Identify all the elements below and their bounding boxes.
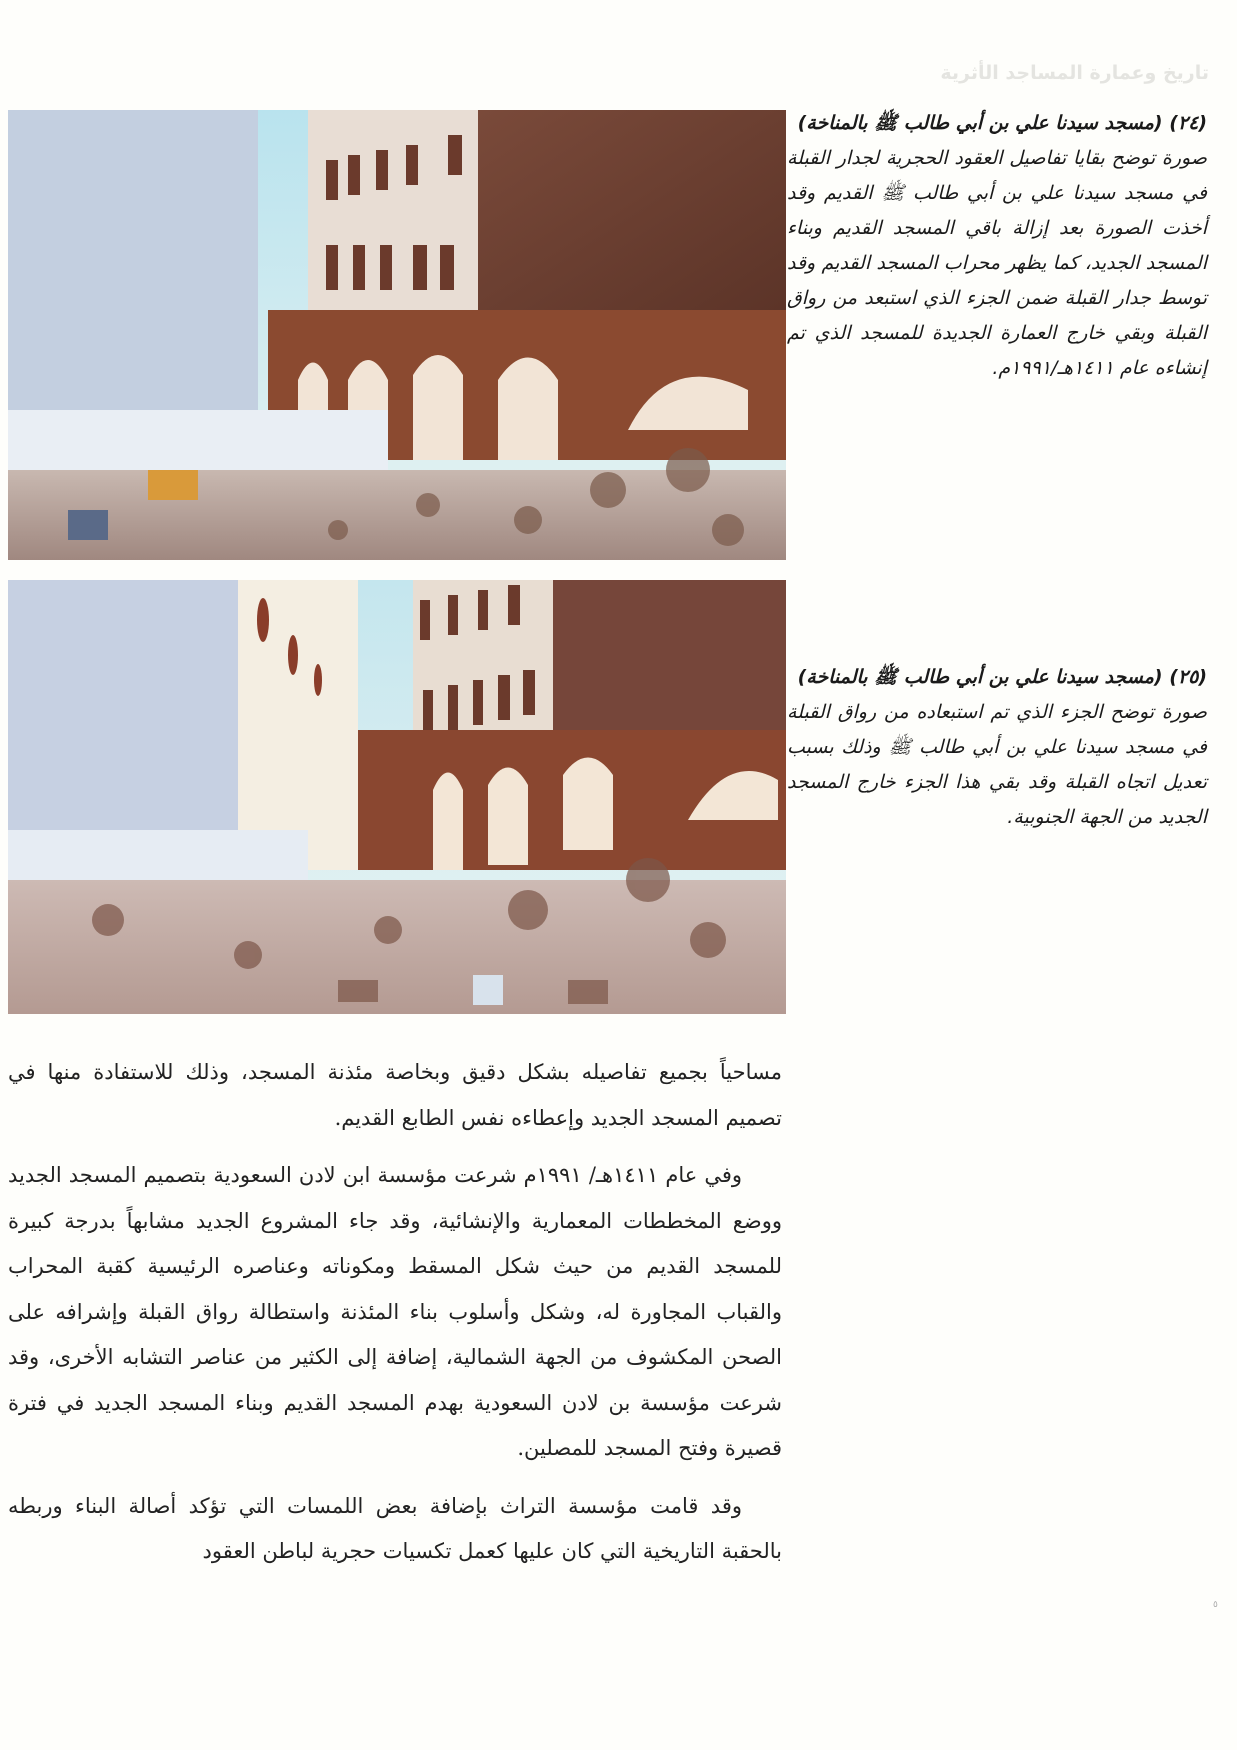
page-marker: ٥ [1213, 1600, 1218, 1610]
figure-25-caption [787, 660, 1207, 835]
figure-title: (مسجد سيدنا علي بن أبي طالب ﷺ بالمناخة) [797, 666, 1163, 688]
mosque-ruins-photo-2 [8, 580, 786, 1014]
figure-24-caption [787, 106, 1207, 386]
figure-number: (٢٥) [1169, 666, 1207, 688]
paragraph: وقد قامت مؤسسة التراث بإضافة بعض اللمسات التي تؤكد أصالة البناء وربطه بالحقبة التاريخية التي كان عليها كعمل تكسيات حجرية لباطن العقود [8, 1493, 782, 1563]
figure-number: (٢٤) [1169, 112, 1207, 134]
paragraph: مساحياً بجميع تفاصيله بشكل دقيق وبخاصة مئذنة المسجد، وذلك للاستفادة منها في تصميم المسجد الجديد وإعطاءه نفس الطابع القديم. [8, 1060, 782, 1130]
figure-caption-text: صورة توضح الجزء الذي تم استبعاده من رواق القبلة في مسجد سيدنا علي بن أبي طالب ﷺ وذلك بسبب تعديل اتجاه القبلة وقد بقي هذا الجزء خارج المسجد الجديد من الجهة الجنوبية. [787, 701, 1207, 828]
mosque-ruins-photo-1 [8, 110, 786, 560]
body-text [8, 1050, 782, 1587]
paragraph: وفي عام ١٤١١هـ/ ١٩٩١م شرعت مؤسسة ابن لادن السعودية بتصميم المسجد الجديد ووضع المخططات المعمارية والإنشائية، وقد جاء المشروع الجديد مشابهاً بدرجة كبيرة للمسجد القديم من حيث شكل المسقط ومكوناته وعناصره الرئيسية كقبة المحراب والقباب المجاورة له، وشكل وأسلوب بناء المئذنة واستطالة رواق القبلة وإشرافه على الصحن المكشوف من الجهة الشمالية، إضافة إلى الكثير من عناصر التشابه الأخرى، وقد شرعت مؤسسة بن لادن السعودية بهدم المسجد القديم وبناء المسجد الجديد في فترة قصيرة وفتح المسجد للمصلين. [8, 1163, 782, 1460]
running-header: تاريخ وعمارة المساجد الأثرية [940, 62, 1209, 84]
figure-25-photo [8, 580, 786, 1014]
figure-24-photo [8, 110, 786, 560]
figure-caption-text: صورة توضح بقايا تفاصيل العقود الحجرية لجدار القبلة في مسجد سيدنا علي بن أبي طالب ﷺ القديم وقد أخذت الصورة بعد إزالة باقي المسجد القديم وبناء المسجد الجديد، كما يظهر محراب المسجد القديم وقد توسط جدار القبلة ضمن الجزء الذي استبعد من رواق القبلة وبقي خارج العمارة الجديدة للمسجد الذي تم إنشاءه عام ١٤١١هـ/١٩٩١م. [787, 147, 1207, 379]
figure-title: (مسجد سيدنا علي بن أبي طالب ﷺ بالمناخة) [797, 112, 1163, 134]
